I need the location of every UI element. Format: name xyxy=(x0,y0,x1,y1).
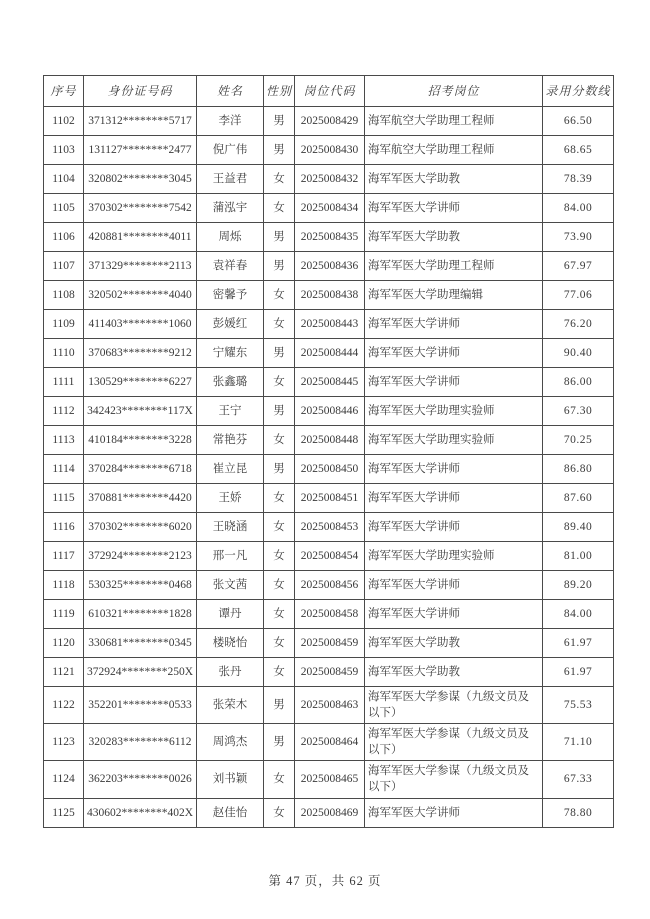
cell-gender: 男 xyxy=(264,107,295,136)
cell-name: 谭丹 xyxy=(197,600,264,629)
cell-gender: 女 xyxy=(264,629,295,658)
cell-name: 赵佳怡 xyxy=(197,798,264,827)
cell-id-number: 372924********250X xyxy=(84,658,197,687)
cell-position-code: 2025008469 xyxy=(295,798,365,827)
cell-position: 海军军医大学讲师 xyxy=(365,600,543,629)
cell-id-number: 320802********3045 xyxy=(84,165,197,194)
cell-name: 常艳芬 xyxy=(197,426,264,455)
cell-serial-number: 1102 xyxy=(44,107,84,136)
cell-position: 海军军医大学讲师 xyxy=(365,194,543,223)
cell-id-number: 420881********4011 xyxy=(84,223,197,252)
cell-name: 张鑫璐 xyxy=(197,368,264,397)
cell-gender: 男 xyxy=(264,252,295,281)
cell-name: 刘书颖 xyxy=(197,761,264,798)
cell-serial-number: 1115 xyxy=(44,484,84,513)
col-header-gender: 性别 xyxy=(264,76,295,107)
page-number: 第 47 页，共 62 页 xyxy=(268,874,382,888)
cell-score-line: 89.40 xyxy=(543,513,614,542)
cell-position-code: 2025008458 xyxy=(295,600,365,629)
cell-position: 海军军医大学助理实验师 xyxy=(365,426,543,455)
cell-position: 海军军医大学助教 xyxy=(365,165,543,194)
table-row xyxy=(44,397,614,426)
cell-serial-number: 1106 xyxy=(44,223,84,252)
cell-gender: 男 xyxy=(264,339,295,368)
cell-score-line: 78.80 xyxy=(543,798,614,827)
table-header-row xyxy=(44,76,614,107)
cell-position: 海军军医大学助理工程师 xyxy=(365,252,543,281)
table-row xyxy=(44,542,614,571)
cell-position: 海军军医大学助理实验师 xyxy=(365,542,543,571)
cell-gender: 女 xyxy=(264,310,295,339)
cell-serial-number: 1122 xyxy=(44,687,84,724)
cell-serial-number: 1109 xyxy=(44,310,84,339)
cell-id-number: 130529********6227 xyxy=(84,368,197,397)
cell-gender: 女 xyxy=(264,542,295,571)
cell-id-number: 370881********4420 xyxy=(84,484,197,513)
cell-position: 海军军医大学助理编辑 xyxy=(365,281,543,310)
table-row xyxy=(44,426,614,455)
cell-id-number: 320283********6112 xyxy=(84,724,197,761)
cell-position: 海军军医大学助理实验师 xyxy=(365,397,543,426)
cell-gender: 女 xyxy=(264,761,295,798)
cell-position: 海军军医大学讲师 xyxy=(365,339,543,368)
cell-position-code: 2025008451 xyxy=(295,484,365,513)
cell-position-code: 2025008464 xyxy=(295,724,365,761)
cell-gender: 男 xyxy=(264,455,295,484)
cell-serial-number: 1111 xyxy=(44,368,84,397)
cell-serial-number: 1107 xyxy=(44,252,84,281)
cell-position-code: 2025008448 xyxy=(295,426,365,455)
cell-score-line: 67.33 xyxy=(543,761,614,798)
cell-score-line: 81.00 xyxy=(543,542,614,571)
cell-position-code: 2025008463 xyxy=(295,687,365,724)
cell-gender: 女 xyxy=(264,600,295,629)
cell-id-number: 131127********2477 xyxy=(84,136,197,165)
cell-name: 密馨予 xyxy=(197,281,264,310)
cell-id-number: 330681********0345 xyxy=(84,629,197,658)
cell-serial-number: 1103 xyxy=(44,136,84,165)
cell-serial-number: 1121 xyxy=(44,658,84,687)
cell-score-line: 68.65 xyxy=(543,136,614,165)
cell-serial-number: 1112 xyxy=(44,397,84,426)
col-header-score-line: 录用分数线 xyxy=(543,76,614,107)
cell-position-code: 2025008436 xyxy=(295,252,365,281)
cell-score-line: 76.20 xyxy=(543,310,614,339)
col-header-position: 招考岗位 xyxy=(365,76,543,107)
cell-id-number: 370284********6718 xyxy=(84,455,197,484)
cell-serial-number: 1110 xyxy=(44,339,84,368)
cell-score-line: 84.00 xyxy=(543,194,614,223)
table-row xyxy=(44,484,614,513)
cell-position-code: 2025008445 xyxy=(295,368,365,397)
cell-position: 海军军医大学讲师 xyxy=(365,798,543,827)
cell-id-number: 371312********5717 xyxy=(84,107,197,136)
col-header-name: 姓名 xyxy=(197,76,264,107)
cell-name: 王娇 xyxy=(197,484,264,513)
cell-gender: 男 xyxy=(264,136,295,165)
table-row xyxy=(44,600,614,629)
cell-id-number: 370683********9212 xyxy=(84,339,197,368)
cell-position: 海军军医大学讲师 xyxy=(365,310,543,339)
table-row xyxy=(44,136,614,165)
cell-gender: 女 xyxy=(264,798,295,827)
cell-score-line: 78.39 xyxy=(543,165,614,194)
cell-position: 海军航空大学助理工程师 xyxy=(365,107,543,136)
table-row xyxy=(44,798,614,827)
cell-name: 楼晓怡 xyxy=(197,629,264,658)
cell-gender: 女 xyxy=(264,426,295,455)
cell-position-code: 2025008454 xyxy=(295,542,365,571)
cell-serial-number: 1108 xyxy=(44,281,84,310)
cell-position-code: 2025008432 xyxy=(295,165,365,194)
cell-name: 周烁 xyxy=(197,223,264,252)
cell-score-line: 86.00 xyxy=(543,368,614,397)
cell-position: 海军军医大学讲师 xyxy=(365,571,543,600)
cell-name: 邢一凡 xyxy=(197,542,264,571)
cell-gender: 女 xyxy=(264,658,295,687)
table-row xyxy=(44,339,614,368)
cell-score-line: 89.20 xyxy=(543,571,614,600)
cell-position: 海军军医大学讲师 xyxy=(365,484,543,513)
recruitment-score-table xyxy=(43,75,614,828)
cell-score-line: 87.60 xyxy=(543,484,614,513)
cell-gender: 男 xyxy=(264,223,295,252)
cell-score-line: 61.97 xyxy=(543,658,614,687)
cell-position-code: 2025008459 xyxy=(295,629,365,658)
cell-serial-number: 1105 xyxy=(44,194,84,223)
cell-name: 张荣木 xyxy=(197,687,264,724)
table-row xyxy=(44,281,614,310)
table-body xyxy=(44,107,614,828)
cell-position: 海军军医大学助教 xyxy=(365,629,543,658)
cell-position-code: 2025008453 xyxy=(295,513,365,542)
cell-name: 李洋 xyxy=(197,107,264,136)
cell-serial-number: 1114 xyxy=(44,455,84,484)
table-row xyxy=(44,629,614,658)
cell-position-code: 2025008435 xyxy=(295,223,365,252)
cell-position-code: 2025008430 xyxy=(295,136,365,165)
cell-score-line: 61.97 xyxy=(543,629,614,658)
cell-position-code: 2025008459 xyxy=(295,658,365,687)
cell-gender: 女 xyxy=(264,368,295,397)
cell-id-number: 370302********7542 xyxy=(84,194,197,223)
cell-serial-number: 1117 xyxy=(44,542,84,571)
cell-position-code: 2025008443 xyxy=(295,310,365,339)
table-row xyxy=(44,761,614,798)
cell-serial-number: 1104 xyxy=(44,165,84,194)
cell-position: 海军军医大学参谋（九级文员及以下） xyxy=(365,761,543,798)
cell-gender: 男 xyxy=(264,724,295,761)
cell-gender: 女 xyxy=(264,571,295,600)
cell-score-line: 86.80 xyxy=(543,455,614,484)
cell-serial-number: 1119 xyxy=(44,600,84,629)
cell-position-code: 2025008444 xyxy=(295,339,365,368)
cell-position: 海军军医大学讲师 xyxy=(365,513,543,542)
table-row xyxy=(44,107,614,136)
cell-position-code: 2025008450 xyxy=(295,455,365,484)
cell-serial-number: 1113 xyxy=(44,426,84,455)
cell-name: 彭媛红 xyxy=(197,310,264,339)
cell-position-code: 2025008438 xyxy=(295,281,365,310)
table-row xyxy=(44,687,614,724)
cell-position: 海军军医大学讲师 xyxy=(365,368,543,397)
cell-gender: 女 xyxy=(264,484,295,513)
cell-name: 周鸿杰 xyxy=(197,724,264,761)
cell-position: 海军军医大学参谋（九级文员及以下） xyxy=(365,724,543,761)
cell-name: 宁耀东 xyxy=(197,339,264,368)
cell-serial-number: 1125 xyxy=(44,798,84,827)
table-row xyxy=(44,658,614,687)
cell-position: 海军航空大学助理工程师 xyxy=(365,136,543,165)
cell-name: 张丹 xyxy=(197,658,264,687)
cell-id-number: 410184********3228 xyxy=(84,426,197,455)
cell-position: 海军军医大学参谋（九级文员及以下） xyxy=(365,687,543,724)
cell-gender: 男 xyxy=(264,397,295,426)
cell-serial-number: 1116 xyxy=(44,513,84,542)
cell-id-number: 411403********1060 xyxy=(84,310,197,339)
cell-serial-number: 1123 xyxy=(44,724,84,761)
cell-id-number: 372924********2123 xyxy=(84,542,197,571)
cell-serial-number: 1120 xyxy=(44,629,84,658)
cell-score-line: 70.25 xyxy=(543,426,614,455)
cell-name: 王益君 xyxy=(197,165,264,194)
cell-id-number: 362203********0026 xyxy=(84,761,197,798)
cell-gender: 女 xyxy=(264,513,295,542)
cell-id-number: 530325********0468 xyxy=(84,571,197,600)
cell-position-code: 2025008446 xyxy=(295,397,365,426)
table-row xyxy=(44,194,614,223)
table-row xyxy=(44,310,614,339)
cell-name: 王晓涵 xyxy=(197,513,264,542)
cell-id-number: 370302********6020 xyxy=(84,513,197,542)
cell-position: 海军军医大学讲师 xyxy=(365,455,543,484)
col-header-serial: 序号 xyxy=(44,76,84,107)
table-row xyxy=(44,513,614,542)
cell-score-line: 67.97 xyxy=(543,252,614,281)
table-row xyxy=(44,724,614,761)
cell-name: 倪广伟 xyxy=(197,136,264,165)
cell-score-line: 66.50 xyxy=(543,107,614,136)
cell-gender: 女 xyxy=(264,281,295,310)
cell-name: 崔立昆 xyxy=(197,455,264,484)
cell-id-number: 320502********4040 xyxy=(84,281,197,310)
table-row xyxy=(44,455,614,484)
cell-position: 海军军医大学助教 xyxy=(365,223,543,252)
cell-score-line: 90.40 xyxy=(543,339,614,368)
cell-id-number: 371329********2113 xyxy=(84,252,197,281)
cell-name: 袁祥春 xyxy=(197,252,264,281)
table-row xyxy=(44,571,614,600)
table-row xyxy=(44,165,614,194)
cell-serial-number: 1124 xyxy=(44,761,84,798)
cell-serial-number: 1118 xyxy=(44,571,84,600)
cell-id-number: 342423********117X xyxy=(84,397,197,426)
cell-position-code: 2025008456 xyxy=(295,571,365,600)
cell-gender: 女 xyxy=(264,165,295,194)
cell-position-code: 2025008434 xyxy=(295,194,365,223)
cell-score-line: 67.30 xyxy=(543,397,614,426)
cell-id-number: 430602********402X xyxy=(84,798,197,827)
cell-position: 海军军医大学助教 xyxy=(365,658,543,687)
table-row xyxy=(44,252,614,281)
cell-score-line: 71.10 xyxy=(543,724,614,761)
cell-name: 王宁 xyxy=(197,397,264,426)
cell-gender: 女 xyxy=(264,194,295,223)
cell-id-number: 610321********1828 xyxy=(84,600,197,629)
cell-score-line: 75.53 xyxy=(543,687,614,724)
cell-score-line: 73.90 xyxy=(543,223,614,252)
cell-position-code: 2025008429 xyxy=(295,107,365,136)
col-header-position-code: 岗位代码 xyxy=(295,76,365,107)
table-row xyxy=(44,368,614,397)
cell-score-line: 77.06 xyxy=(543,281,614,310)
col-header-id-number: 身份证号码 xyxy=(84,76,197,107)
cell-position-code: 2025008465 xyxy=(295,761,365,798)
cell-name: 张文茜 xyxy=(197,571,264,600)
cell-name: 蒲泓宇 xyxy=(197,194,264,223)
cell-score-line: 84.00 xyxy=(543,600,614,629)
cell-gender: 男 xyxy=(264,687,295,724)
table-row xyxy=(44,223,614,252)
cell-id-number: 352201********0533 xyxy=(84,687,197,724)
